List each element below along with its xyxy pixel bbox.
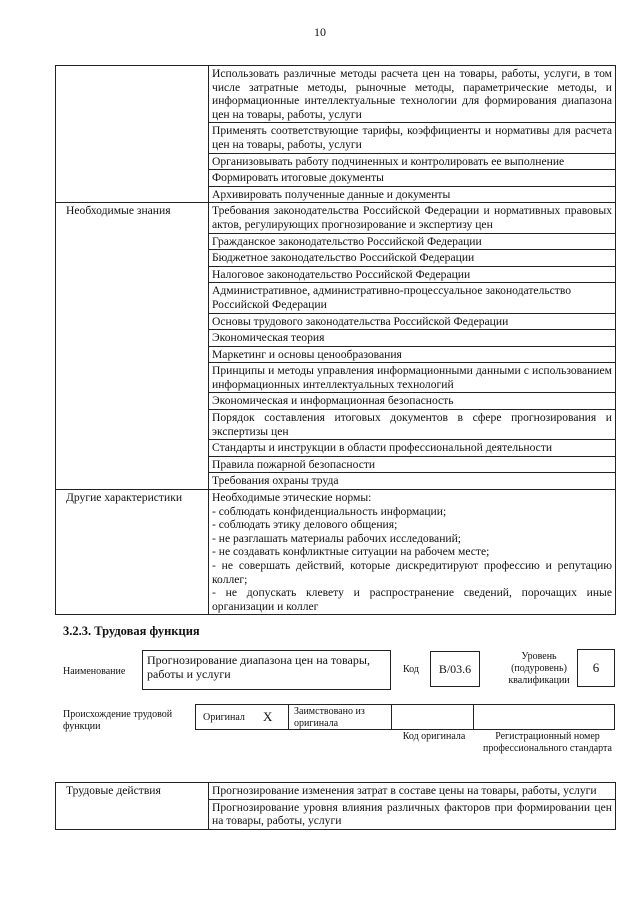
knowledge-item: Принципы и методы управления информационными данными с использованием информационных интеллектуальных технологий	[209, 363, 616, 393]
function-code-box: В/03.6	[430, 651, 480, 687]
knowledge-item: Гражданское законодательство Российской Федерации	[209, 233, 616, 250]
original-label: Оригинал	[203, 712, 245, 723]
knowledge-item: Административное, административно-процессуальное законодательство Российской Федерации	[209, 283, 616, 313]
knowledge-item: Стандарты и инструкции в области профессиональной деятельности	[209, 440, 616, 457]
labor-actions-table	[55, 782, 616, 830]
level-label: Уровень (подуровень) квалификации	[508, 651, 570, 686]
skill-item: Формировать итоговые документы	[209, 170, 616, 187]
action-item: Прогнозирование уровня влияния различных факторов при формировании цен на товары, работы, услуги	[209, 799, 616, 829]
actions-label: Трудовые действия	[56, 783, 209, 830]
function-name-box: Прогнозирование диапазона цен на товары, работы и услуги	[142, 650, 391, 690]
other-characteristics-label: Другие характеристики	[56, 490, 209, 615]
knowledge-item: Требования охраны труда	[209, 473, 616, 490]
skill-item: Использовать различные методы расчета цен на товары, работы, услуги, в том числе затратные методы, рыночные методы, параметрические методы, и информационные интеллектуальные технологии для формирования диапазона цен на товары, работы, услуги	[209, 66, 616, 123]
ethics-line: - соблюдать конфиденциальность информации;	[212, 504, 447, 518]
knowledge-item: Налоговое законодательство Российской Федерации	[209, 266, 616, 283]
page-number: 10	[314, 25, 326, 39]
qualification-level-box: 6	[577, 649, 615, 687]
origin-label: Происхождение трудовой функции	[63, 709, 173, 732]
ethics-line: - не допускать клевету и распространение сведений, порочащих иные организации и коллег	[212, 586, 612, 613]
table-row	[56, 66, 616, 123]
section-title: 3.2.3. Трудовая функция	[63, 624, 200, 638]
ethics-line: - соблюдать этику делового общения;	[212, 518, 398, 532]
knowledge-item: Маркетинг и основы ценообразования	[209, 346, 616, 363]
action-item: Прогнозирование изменения затрат в составе цены на товары, работы, услуги	[209, 783, 616, 800]
table-row	[56, 783, 616, 800]
name-label: Наименование	[63, 666, 126, 677]
knowledge-item: Бюджетное законодательство Российской Федерации	[209, 250, 616, 267]
ethics-line: Необходимые этические нормы:	[212, 491, 372, 505]
competency-table	[55, 65, 616, 615]
skill-item: Организовывать работу подчиненных и контролировать ее выполнение	[209, 153, 616, 170]
knowledge-label: Необходимые знания	[56, 203, 209, 490]
ethics-line: - не разглашать материалы рабочих исследований;	[212, 531, 462, 545]
skill-item: Архивировать полученные данные и документы	[209, 186, 616, 203]
reg-number-caption: Регистрационный номер профессионального стандарта	[483, 731, 612, 754]
table-row	[56, 203, 616, 233]
knowledge-item: Экономическая и информационная безопасность	[209, 393, 616, 410]
code-original-cell	[391, 704, 474, 730]
ethics-line: - не создавать конфликтные ситуации на рабочем месте;	[212, 545, 490, 559]
borrowed-label: Заимствовано из оригинала	[294, 706, 365, 729]
knowledge-item: Требования законодательства Российской Федерации и нормативных правовых актов, регулирующих прогнозирование и экспертизу цен	[209, 203, 616, 233]
code-original-caption: Код оригинала	[402, 731, 466, 742]
knowledge-item: Порядок составления итоговых документов в сфере прогнозирования и экспертизы цен	[209, 410, 616, 440]
knowledge-item: Экономическая теория	[209, 330, 616, 347]
code-label: Код	[403, 664, 419, 675]
other-characteristics-cell	[209, 490, 616, 615]
skill-item: Применять соответствующие тарифы, коэффициенты и нормативы для расчета цен на товары, работы, услуги	[209, 123, 616, 153]
original-mark: X	[263, 709, 273, 724]
skills-label-cell	[56, 66, 209, 203]
knowledge-item: Правила пожарной безопасности	[209, 456, 616, 473]
table-row	[56, 490, 616, 615]
knowledge-item: Основы трудового законодательства Российской Федерации	[209, 313, 616, 330]
ethics-line: - не совершать действий, которые дискредитируют профессию и репутацию коллег;	[212, 559, 612, 586]
